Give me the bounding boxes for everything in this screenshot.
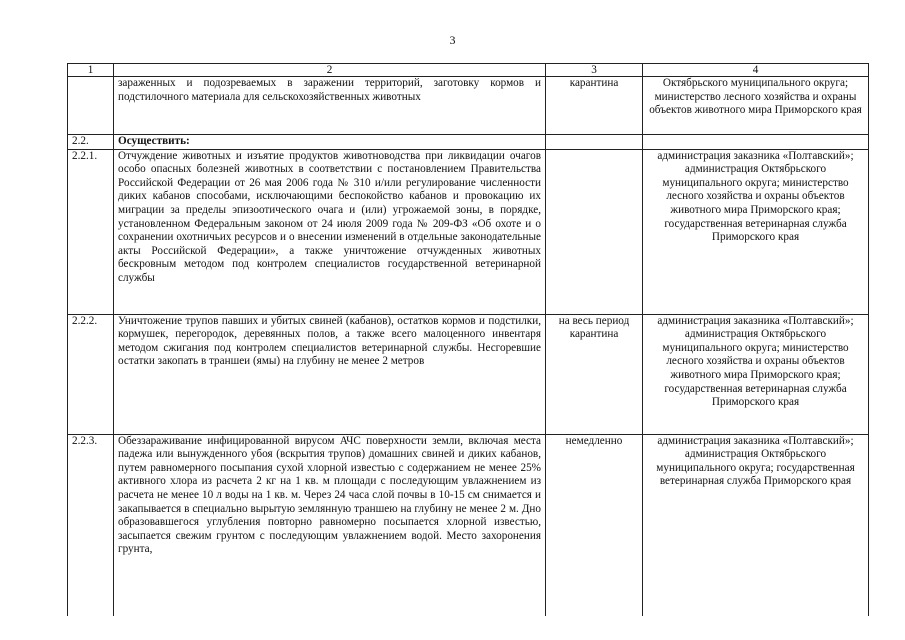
row-number: 2.2. [68, 135, 114, 150]
row-number: 2.2.1. [68, 149, 114, 314]
responsible-cell: Октябрьского муниципального округа; министерство лесного хозяйства и охраны объектов животного мира Приморского края [643, 77, 869, 135]
term-cell [546, 149, 643, 314]
header-cell-1: 1 [68, 64, 114, 77]
table-row [68, 434, 869, 616]
term-text: немедленно [565, 434, 623, 447]
measure-text: зараженных и подозреваемых в заражении территорий, заготовку кормов и подстилочного материала для сельскохозяйственных животных [114, 77, 546, 135]
header-cell-2: 2 [114, 64, 546, 77]
row-number: 2.2.2. [68, 314, 114, 434]
table-row [68, 77, 869, 135]
term-cell [546, 135, 643, 150]
row-number [68, 77, 114, 135]
header-cell-4: 4 [643, 64, 869, 77]
responsible-cell: администрация заказника «Полтавский»; администрация Октябрьского муниципального округа; министерство лесного хозяйства и охраны объектов животного мира Приморского края; государственная ветеринарная служба Приморского края [643, 314, 869, 434]
responsible-cell [643, 434, 869, 616]
measure-text: Обеззараживание инфицированной вирусом АЧС поверхности земли, включая места падежа или вынужденного убоя (вскрытия трупов) домашних свиней и диких кабанов, путем равномерного посыпания сухой хлорной известью с содержанием не менее 25% активного хлора из расчета 2 кг на 1 кв. м площади с последующим увлажнением из расчета не менее 10 л воды на 1 кв. м. Через 24 часа слой почвы в 10-15 см снимается и закапывается в специально вырытую землянную траншею на глубину не менее 2 м. Дно образовавшегося углубления повторно равномерно посыпается хлорной известью, засыпается свежим грунтом с последующим увлажнением водой. Место захоронения грунта, [118, 434, 541, 556]
row-number [68, 434, 114, 616]
responsible-cell [643, 135, 869, 150]
page-number: 3 [449, 33, 456, 47]
measures-table [67, 63, 869, 616]
row-number-text: 2.2.3. [72, 434, 98, 447]
table-row [68, 314, 869, 434]
table-row [68, 135, 869, 150]
header-cell-3: 3 [546, 64, 643, 77]
term-cell [546, 434, 643, 616]
term-cell: на весь период карантина [546, 314, 643, 434]
table-header-row [68, 64, 869, 77]
table-row [68, 149, 869, 314]
measure-text: Уничтожение трупов павших и убитых свиней (кабанов), остатков кормов и подстилки, кормушек, перегородок, деревянных полов, а также всего малоценного инвентаря методом сжигания под контролем специалистов ветеринарной службы. Несгоревшие остатки закопать в траншеи (ямы) на глубину не менее 2 метров [114, 314, 546, 434]
section-heading: Осуществить: [114, 135, 546, 150]
measure-text: Отчуждение животных и изъятие продуктов животноводства при ликвидации очагов особо опасных болезней животных в соответствии с постановлением Правительства Российской Федерации от 26 мая 2006 года № 310 и/или регулирование численности диких кабанов способами, исключающими беспокойство кабанов и провокацию их миграции за пределы эпизоотического очага и (или) угрожаемой зоны, в порядке, установленном Федеральным законом от 24 июля 2009 года № 209-ФЗ «Об охоте и о сохранении охотничьих ресурсов и о внесении изменений в отдельные законодательные акты Российской Федерации», а также уничтожение отчужденных животных бескровным методом под контролем специалистов государственной ветеринарной службы [114, 149, 546, 314]
responsible-cell: администрация заказника «Полтавский»; администрация Октябрьского муниципального округа; министерство лесного хозяйства и охраны объектов животного мира Приморского края; государственная ветеринарная служба Приморского края [643, 149, 869, 314]
responsible-text: администрация заказника «Полтавский»; администрация Октябрьского муниципального округа; государственная ветеринарная служба Приморского края [656, 434, 855, 488]
term-cell: карантина [546, 77, 643, 135]
measure-text-cell [114, 434, 546, 616]
